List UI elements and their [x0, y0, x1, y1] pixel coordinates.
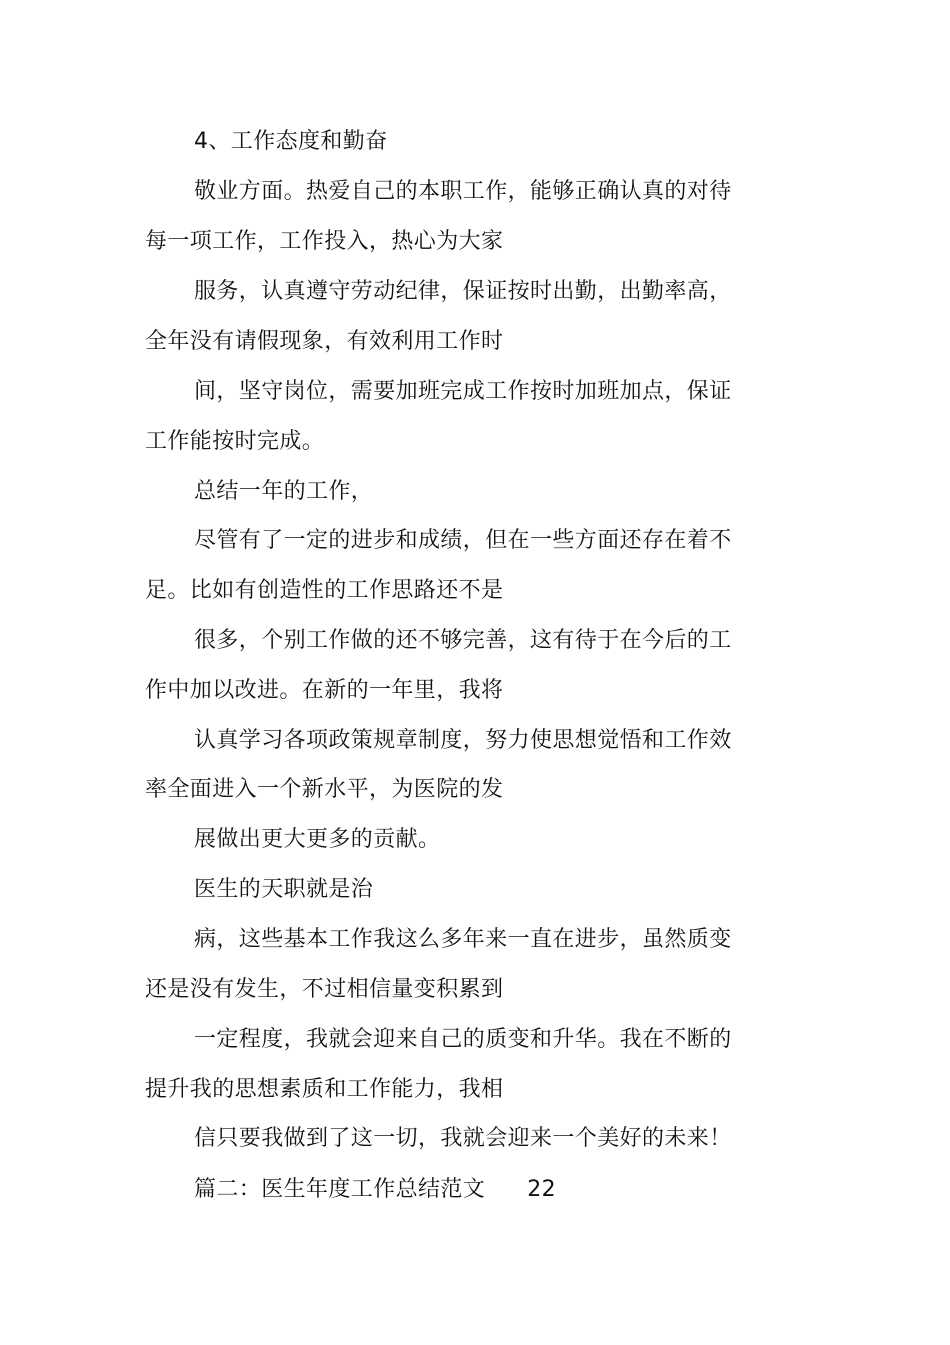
text-line: 全年没有请假现象，有效利用工作时 [145, 329, 504, 354]
text-line: 足。比如有创造性的工作思路还不是 [145, 578, 504, 603]
footer-heading-line [194, 1175, 745, 1205]
text-line: 认真学习各项政策规章制度，努力使思想觉悟和工作效 [194, 728, 732, 753]
text-line: 提升我的思想素质和工作能力，我相 [145, 1077, 504, 1102]
text-line: 4、工作态度和勤奋 [194, 129, 388, 154]
section-title: 篇二：医生年度工作总结范文 [194, 1177, 486, 1202]
text-line: 间，坚守岗位，需要加班完成工作按时加班加点，保证 [194, 379, 732, 404]
text-line: 率全面进入一个新水平，为医院的发 [145, 777, 504, 802]
text-line: 信只要我做到了这一切，我就会迎来一个美好的未来！ [194, 1126, 732, 1151]
text-line: 展做出更大更多的贡献。 [194, 827, 441, 852]
text-line: 一定程度，我就会迎来自己的质变和升华。我在不断的 [194, 1027, 732, 1052]
text-line: 每一项工作，工作投入，热心为大家 [145, 229, 504, 254]
page-number: 22 [527, 1177, 556, 1202]
text-line: 尽管有了一定的进步和成绩，但在一些方面还存在着不 [194, 528, 732, 553]
text-line: 敬业方面。热爱自己的本职工作，能够正确认真的对待 [194, 179, 732, 204]
text-line: 作中加以改进。在新的一年里，我将 [145, 678, 504, 703]
text-line: 还是没有发生，不过相信量变积累到 [145, 977, 504, 1002]
text-line: 医生的天职就是治 [194, 877, 374, 902]
text-line: 工作能按时完成。 [145, 429, 325, 454]
text-line: 病，这些基本工作我这么多年来一直在进步，虽然质变 [194, 927, 732, 952]
text-line: 总结一年的工作， [194, 479, 374, 504]
text-line: 服务，认真遵守劳动纪律，保证按时出勤，出勤率高， [194, 279, 732, 304]
text-line: 很多，个别工作做的还不够完善，这有待于在今后的工 [194, 628, 732, 653]
